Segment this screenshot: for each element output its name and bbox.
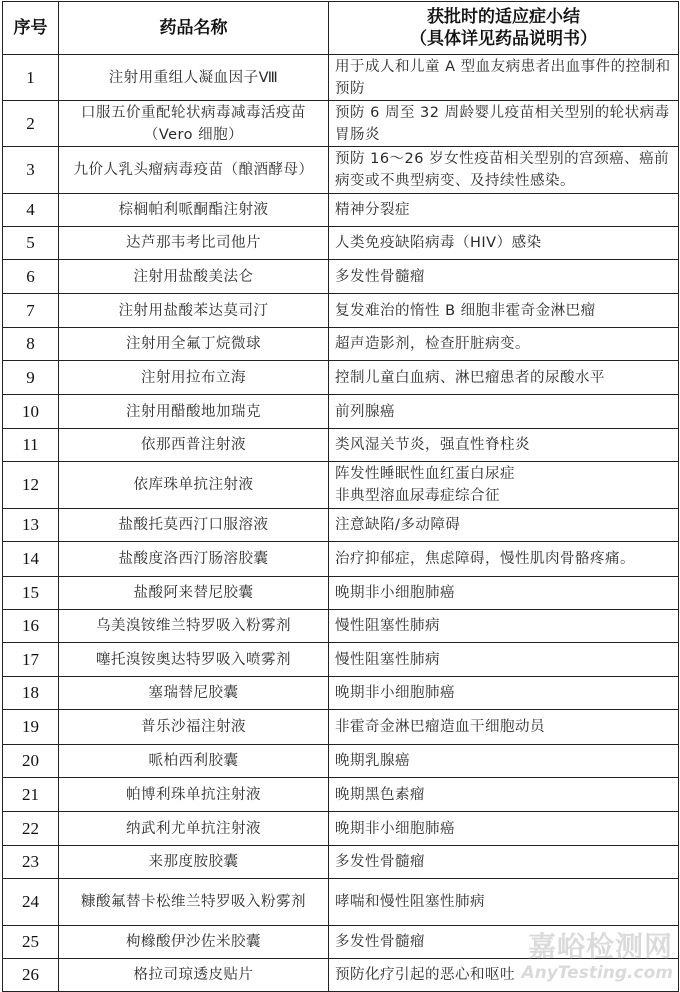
drug-name: 注射用拉布立海 — [59, 361, 329, 395]
drug-name: 普乐沙福注射液 — [59, 710, 329, 745]
table-row — [3, 509, 679, 542]
row-no: 22 — [3, 812, 59, 846]
table-row — [3, 395, 679, 429]
drug-name: 九价人乳头瘤病毒疫苗（酿酒酵母） — [59, 147, 329, 194]
row-no: 10 — [3, 395, 59, 429]
table-row — [3, 194, 679, 227]
watermark-en: AnyTesting.com — [521, 963, 673, 983]
drug-indication: 预防 16～26 岁女性疫苗相关型别的宫颈癌、癌前病变或不典型病变、及持续性感染。 — [329, 147, 679, 194]
drug-indication: 超声造影剂，检查肝脏病变。 — [329, 328, 679, 361]
drug-name: 盐酸度洛西汀肠溶胶囊 — [59, 542, 329, 577]
table-row — [3, 677, 679, 710]
table-row — [3, 101, 679, 147]
drug-indication: 治疗抑郁症，焦虑障碍，慢性肌肉骨骼疼痛。 — [329, 542, 679, 577]
drug-indication: 慢性阻塞性肺病 — [329, 610, 679, 643]
drug-indication: 晚期黑色素瘤 — [329, 778, 679, 812]
drug-indication: 预防 6 周至 32 周龄婴儿疫苗相关型别的轮状病毒胃肠炎 — [329, 101, 679, 147]
table-row — [3, 926, 679, 959]
drug-indication: 晚期非小细胞肺癌 — [329, 677, 679, 710]
table-row — [3, 147, 679, 194]
drug-indication: 预防化疗引起的恶心和呕吐 — [329, 959, 679, 992]
drug-indication: 注意缺陷/多动障碍 — [329, 509, 679, 542]
table-row — [3, 879, 679, 926]
table-row — [3, 577, 679, 610]
row-no: 5 — [3, 227, 59, 260]
drug-name: 达芦那韦考比司他片 — [59, 227, 329, 260]
drug-name: 注射用盐酸苯达莫司汀 — [59, 294, 329, 328]
table-header-row — [3, 2, 679, 55]
row-no: 23 — [3, 846, 59, 879]
drug-indication — [329, 462, 679, 509]
drug-name: 棕榈帕利哌酮酯注射液 — [59, 194, 329, 227]
drug-indication: 晚期非小细胞肺癌 — [329, 812, 679, 846]
table-row — [3, 55, 679, 101]
drug-name: 注射用盐酸美法仑 — [59, 260, 329, 294]
drug-indication: 非霍奇金淋巴瘤造血干细胞动员 — [329, 710, 679, 745]
table-row — [3, 227, 679, 260]
drug-name: 盐酸阿来替尼胶囊 — [59, 577, 329, 610]
table-row — [3, 462, 679, 509]
row-no: 2 — [3, 101, 59, 147]
row-no: 26 — [3, 959, 59, 992]
row-no: 21 — [3, 778, 59, 812]
table-row — [3, 361, 679, 395]
watermark-cn: 嘉峪检测网 — [527, 930, 673, 963]
drug-indication: 慢性阻塞性肺病 — [329, 643, 679, 677]
row-no: 19 — [3, 710, 59, 745]
drug-name: 盐酸托莫西汀口服溶液 — [59, 509, 329, 542]
row-no: 4 — [3, 194, 59, 227]
table-row — [3, 643, 679, 677]
drug-indication: 多发性骨髓瘤 — [329, 926, 679, 959]
table-row — [3, 429, 679, 462]
drug-indication: 人类免疫缺陷病毒（HIV）感染 — [329, 227, 679, 260]
table-row — [3, 745, 679, 778]
header-indication-line2: （具体详见药品说明书） — [410, 29, 597, 49]
drug-indication: 晚期乳腺癌 — [329, 745, 679, 778]
row-no: 18 — [3, 677, 59, 710]
drug-name: 纳武利尤单抗注射液 — [59, 812, 329, 846]
drug-name: 注射用醋酸地加瑞克 — [59, 395, 329, 429]
header-no: 序号 — [3, 2, 59, 55]
drug-indication-line1: 阵发性睡眠性血红蛋白尿症 — [335, 466, 515, 482]
row-no: 16 — [3, 610, 59, 643]
drug-indication: 用于成人和儿童 A 型血友病患者出血事件的控制和预防 — [329, 55, 679, 101]
table-row — [3, 846, 679, 879]
drug-name: 糠酸氟替卡松维兰特罗吸入粉雾剂 — [59, 879, 329, 926]
row-no: 11 — [3, 429, 59, 462]
row-no: 24 — [3, 879, 59, 926]
drug-name: 枸橼酸伊沙佐米胶囊 — [59, 926, 329, 959]
header-indication — [329, 2, 679, 55]
drug-name: 噻托溴铵奥达特罗吸入喷雾剂 — [59, 643, 329, 677]
drug-indication: 多发性骨髓瘤 — [329, 846, 679, 879]
drug-indication: 复发难治的惰性 B 细胞非霍奇金淋巴瘤 — [329, 294, 679, 328]
drug-name: 注射用全氟丁烷微球 — [59, 328, 329, 361]
row-no: 14 — [3, 542, 59, 577]
drug-name: 帕博利珠单抗注射液 — [59, 778, 329, 812]
row-no: 20 — [3, 745, 59, 778]
table-row — [3, 260, 679, 294]
row-no: 13 — [3, 509, 59, 542]
drug-indication: 精神分裂症 — [329, 194, 679, 227]
approved-drugs-table — [2, 1, 679, 992]
row-no: 6 — [3, 260, 59, 294]
drug-indication-line2: 非典型溶血尿毒症综合征 — [335, 488, 500, 504]
drug-name: 乌美溴铵维兰特罗吸入粉雾剂 — [59, 610, 329, 643]
drug-indication: 哮喘和慢性阻塞性肺病 — [329, 879, 679, 926]
table-row — [3, 778, 679, 812]
drug-name: 哌柏西利胶囊 — [59, 745, 329, 778]
table-row — [3, 710, 679, 745]
table-row — [3, 959, 679, 992]
header-indication-line1: 获批时的适应症小结 — [427, 7, 580, 27]
drug-name: 依库珠单抗注射液 — [59, 462, 329, 509]
drug-name: 塞瑞替尼胶囊 — [59, 677, 329, 710]
row-no: 9 — [3, 361, 59, 395]
header-name: 药品名称 — [59, 2, 329, 55]
row-no: 15 — [3, 577, 59, 610]
row-no: 17 — [3, 643, 59, 677]
drug-name: 来那度胺胶囊 — [59, 846, 329, 879]
drug-indication: 前列腺癌 — [329, 395, 679, 429]
row-no: 7 — [3, 294, 59, 328]
drug-name: 口服五价重配轮状病毒减毒活疫苗（Vero 细胞） — [59, 101, 329, 147]
row-no: 3 — [3, 147, 59, 194]
table-row — [3, 542, 679, 577]
table-row — [3, 812, 679, 846]
row-no: 8 — [3, 328, 59, 361]
drug-indication: 多发性骨髓瘤 — [329, 260, 679, 294]
table-row — [3, 294, 679, 328]
row-no: 25 — [3, 926, 59, 959]
drug-indication: 晚期非小细胞肺癌 — [329, 577, 679, 610]
table-row — [3, 610, 679, 643]
drug-indication: 类风湿关节炎，强直性脊柱炎 — [329, 429, 679, 462]
table-row — [3, 328, 679, 361]
drug-name: 依那西普注射液 — [59, 429, 329, 462]
drug-name: 格拉司琼透皮贴片 — [59, 959, 329, 992]
row-no: 12 — [3, 462, 59, 509]
drug-indication: 控制儿童白血病、淋巴瘤患者的尿酸水平 — [329, 361, 679, 395]
drug-name: 注射用重组人凝血因子Ⅷ — [59, 55, 329, 101]
row-no: 1 — [3, 55, 59, 101]
